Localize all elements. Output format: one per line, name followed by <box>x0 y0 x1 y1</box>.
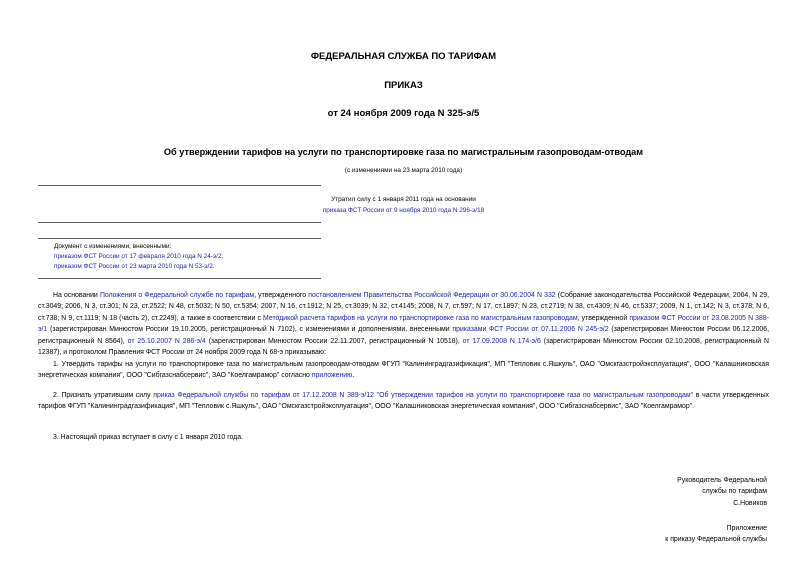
signature-line-2: службы по тарифам <box>702 488 767 496</box>
void-basis-link[interactable]: приказа ФСТ России от 9 ноября 2010 года N 296-э/18 <box>322 207 485 214</box>
divider <box>38 278 321 279</box>
appendix-line-2: к приказу Федеральной службы <box>665 536 767 544</box>
changes-label: Документ с изменениями, внесенными: <box>54 243 172 250</box>
agency-name: ФЕДЕРАЛЬНАЯ СЛУЖБА ПО ТАРИФАМ <box>310 51 497 62</box>
government-decree-link[interactable]: постановлением Правительства Российской Федерации от 30.06.2004 N 332 <box>308 292 556 299</box>
signature-name: С.Новиков <box>733 499 767 507</box>
order-389-link[interactable]: приказ Федеральной службы по тарифам от 17.12.2008 N 389-э/12 "Об утверждении тарифов на услуги по транспортировке газа по магистральным газопроводам" <box>153 392 694 399</box>
appendix-block <box>665 523 767 546</box>
text: в части утвержденных тарифов ФГУП "Калининградгазификация", МП "Тепловик с.Яшкуль", ОАО "Омскгазстройэксплуатация", ООО "Калашниковская энергетическая компания", ООО "Сибгазснабсервис", ЗАО "Коелгамрамор". <box>38 392 769 411</box>
doc-date-number: от 24 ноября 2009 года N 325-э/5 <box>327 108 480 119</box>
divider <box>38 238 321 239</box>
item-3-paragraph: 3. Настоящий приказ вступает в силу с 1 января 2010 года. <box>53 434 243 441</box>
void-note: Утратил силу с 1 января 2011 года на основании <box>331 196 476 203</box>
text: 2. Признать утратившим силу <box>53 392 154 399</box>
text: 1. Утвердить тарифы на услуги по транспортировке газа по магистральным газопроводам-отводам ФГУП "Калининградгазификация", МП "Тепловик с.Яшкуль", ОАО "Омскгазстройэксплуатация", ООО "Калашниковская энергетическая компания", ООО "Сибгазснабсервис", ЗАО "Коелгамрамор" согласно <box>38 361 769 380</box>
order-286-link[interactable]: от 25.10.2007 N 286-э/4 <box>127 337 206 345</box>
text: , утвержденного <box>254 292 309 299</box>
change-order-link-2[interactable]: приказом ФСТ России от 23 марта 2010 года N 53-э/2. <box>54 263 215 270</box>
changes-link-1-row <box>54 254 223 260</box>
amendment-note: (с изменениями на 23 марта 2010 года) <box>344 167 463 174</box>
text: (Собрание законодательства Российской Федерации, 2004, N 29, ст.3049; 2006, N 3, ст.301; N 23, ст.2522; N 48, ст.5032; N 50, ст.5354; 2007, N 16, ст.1912; N 25, ст.3039; N 32, ст.4145; 2008, N 7, ст.597; N 17, ст.1897; N 23, ст.2719; N 38, ст.4309; N 46, ст.5337; 2009, N 1, ст.142; N 3, ст.378; N 6, ст.738; N 9, ст.1119; N 18 (часть 2), ст.2249), а также в соответствии с <box>38 292 769 322</box>
signature-line-1: Руководитель Федеральной <box>677 477 767 484</box>
doc-title: Об утверждении тарифов на услуги по транспортировке газа по магистральным газопроводам-отводам <box>163 147 644 157</box>
regulation-link[interactable]: Положения о Федеральной службе по тарифам <box>99 292 255 299</box>
text: (зарегистрирован Минюстом России 06.12.2006, регистрационный N 8564), <box>38 326 769 345</box>
methodology-link[interactable]: Методикой расчета тарифов на услуги по транспортировке газа по магистральным газопроводам <box>263 314 578 322</box>
text: (зарегистрирован Минюстом России 19.10.2005, регистрационный N 7102), с изменениями и дополнениями, внесенными <box>47 326 453 334</box>
order-245-link[interactable]: приказами ФСТ России от 07.11.2006 N 245-э/2 <box>452 326 609 334</box>
item-1-paragraph <box>38 359 769 382</box>
order-388-link[interactable]: приказом ФСТ России от 23.08.2005 N 388-э/1 <box>38 314 769 334</box>
text: На основании <box>53 292 100 299</box>
item-2-paragraph <box>38 390 769 413</box>
doc-type: ПРИКАЗ <box>384 80 423 91</box>
appendix-line-1: Приложение <box>726 525 767 532</box>
divider <box>38 185 321 186</box>
change-order-link-1[interactable]: приказом ФСТ России от 17 февраля 2010 года N 24-э/2; <box>54 253 224 260</box>
order-174-link[interactable]: от 17.09.2008 N 174-э/6 <box>462 337 541 345</box>
changes-link-2-row <box>54 264 215 270</box>
void-note-link-row <box>0 208 807 214</box>
text: , утвержденной <box>577 314 630 322</box>
text: (зарегистрирован Минюстом России 02.10.2008, регистрационный N 12387), и протоколом Правления ФСТ России от 24 ноября 2009 года N 68-э приказываю: <box>38 337 769 357</box>
text: . <box>352 372 355 380</box>
signature-block <box>677 475 767 509</box>
appendix-link[interactable]: приложению <box>311 372 353 380</box>
text: (зарегистрирован Минюстом России 22.11.2007, регистрационный N 10518), <box>205 337 463 345</box>
divider <box>38 222 321 223</box>
preamble-paragraph <box>38 290 769 358</box>
